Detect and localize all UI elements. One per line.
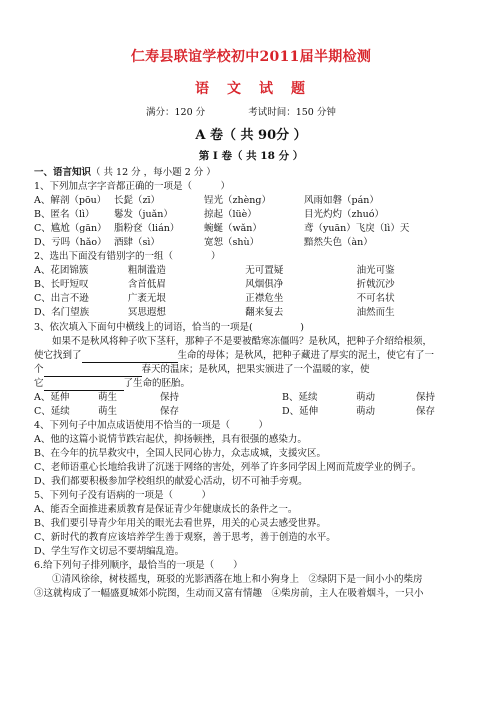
q3-blank-1 xyxy=(82,352,178,363)
q4-option-a: A、他的这篇小说情节跌宕起伏，抑扬顿挫，具有很强的感染力。 xyxy=(34,433,307,445)
q5-option-a: A、能否全面推进素质教育是保证青少年健康成长的条件之一。 xyxy=(34,504,298,516)
exam-title: 仁寿县联谊学校初中2011届半期检测 xyxy=(130,49,372,65)
q1-a-1: A、解剖（pōu） xyxy=(34,195,107,207)
q1-c-1: C、尴尬（gān） xyxy=(34,223,107,235)
q2-option-d xyxy=(34,306,474,320)
q1-d-4: 黯然失色（àn） xyxy=(304,237,373,249)
q2-option-a xyxy=(34,264,474,278)
full-score: 满分：120 分 xyxy=(146,107,206,118)
q2-b-4: 折戟沉沙 xyxy=(356,279,395,291)
q3-a-1: A、延伸 xyxy=(34,391,70,403)
q1-c-4: 鸢（yuān）飞戾（lì）天 xyxy=(304,223,410,235)
q1-a-2: 长髭（zī） xyxy=(114,195,161,207)
q2-c-1: C、出言不逊 xyxy=(34,293,89,305)
exam-meta xyxy=(146,104,386,118)
q1-a-4: 风雨如磐（pán） xyxy=(304,195,379,207)
q3-passage-2 xyxy=(34,349,474,363)
q3-p3b: 春天的温床；是秋风，把果实颁进了一个温暖的家，使 xyxy=(141,363,370,375)
q3-p4a: 它 xyxy=(34,377,44,389)
q2-c-3: 正襟危坐 xyxy=(245,293,284,305)
q4-option-c: C、老师语重心长地给我讲了沉迷于网络的害处，列举了许多同学因上网而荒废学业的例子。 xyxy=(34,461,422,473)
q1-option-c xyxy=(34,222,474,236)
q2-b-2: 含首低眉 xyxy=(127,279,166,291)
q2-a-3: 无可置疑 xyxy=(245,265,284,277)
q3-p3a: 个 xyxy=(34,363,44,375)
q5-option-d: D、学生写作文切忌不要胡编乱造。 xyxy=(34,546,185,558)
q3-c-2: 萌生 xyxy=(98,405,118,417)
q3-c-1: C、延续 xyxy=(34,405,70,417)
q1-b-3: 掠起（lüè） xyxy=(204,209,257,221)
q2-option-b xyxy=(34,278,474,292)
q3-options-ab xyxy=(34,391,474,405)
q3-a-3: 保持 xyxy=(160,391,180,403)
q2-d-1: D、名门望族 xyxy=(34,307,90,319)
q4-option-b: B、在今年的抗旱救灾中，全国人民同心协力，众志成城，支援灾区。 xyxy=(34,447,326,459)
q5-option-b: B、我们要引导青少年用关的眼光去看世界，用关的心灵去感受世界。 xyxy=(34,518,326,530)
q1-b-2: 鬈发（juǎn） xyxy=(114,209,173,221)
q1-option-a xyxy=(34,194,474,208)
q1-option-b xyxy=(34,208,474,222)
q6-line-2: ③这就构成了一幅盛夏城郊小院图，生动而又富有情趣 ④柴房前，主人在吸着烟斗，一只小 xyxy=(34,588,424,600)
q3-d-1: D、延伸 xyxy=(282,405,319,417)
exam-subtitle: 语 文 试 题 xyxy=(195,81,307,97)
q2-a-1: A、花团锦簇 xyxy=(34,265,89,277)
q3-passage-4 xyxy=(34,377,474,391)
q6-stem: 6.给下列句子排列顺序，最恰当的一项是（ ） xyxy=(34,560,243,572)
q5-option-c: C、新时代的教育应该培养学生善于观察，善于思考，善于创造的水平。 xyxy=(34,532,336,544)
section-1-heading xyxy=(34,166,474,180)
q2-c-4: 不可名状 xyxy=(356,293,395,305)
q3-blank-2 xyxy=(44,366,142,377)
q2-b-3: 风烟俱净 xyxy=(245,279,284,291)
q1-c-3: 蜿蜒（wǎn） xyxy=(204,223,262,235)
section-a-heading: A 卷（ 共 90分 ） xyxy=(195,128,307,143)
q3-blank-3 xyxy=(44,380,124,391)
q3-passage-1: 如果不是秋风将种子吹下茎秆，那种子不是要被酷寒冻僵吗？是秋风，把种子介绍给根须， xyxy=(52,335,433,347)
q2-option-c xyxy=(34,292,474,306)
q3-c-3: 保存 xyxy=(160,405,180,417)
q4-stem: 4、下列句子中加点成语使用不恰当的一项是（ ） xyxy=(34,419,269,431)
q3-b-3: 保持 xyxy=(416,391,436,403)
q2-d-3: 翻来复去 xyxy=(245,307,284,319)
exam-time: 考试时间：150 分钟 xyxy=(248,107,336,118)
q2-a-2: 粗制滥造 xyxy=(127,265,166,277)
section-1-note: （ 共 12 分 ，每小题 2 分 ） xyxy=(91,167,216,178)
q3-p2a: 使它找到了 xyxy=(34,349,82,361)
q3-d-3: 保存 xyxy=(416,405,436,417)
q6-line-1: ①清风徐徐，树枝摇曳，斑驳的光影洒落在地上和小狗身上 ②绿阴下是一间小小的柴房 xyxy=(52,574,423,586)
q2-a-4: 油光可鉴 xyxy=(356,265,395,277)
q3-a-2: 萌生 xyxy=(98,391,118,403)
q1-a-3: 锃光（zhèng） xyxy=(204,195,271,207)
q2-d-4: 油然而生 xyxy=(356,307,395,319)
q2-stem: 2、选出下面没有错别字的一组（ ） xyxy=(34,251,221,263)
q1-option-d xyxy=(34,236,474,250)
questions-body xyxy=(34,166,474,601)
q1-d-1: D、亏吗（hǎo） xyxy=(34,237,107,249)
part-1-heading: 第 I 卷（ 共 18 分 ） xyxy=(198,150,304,162)
q1-d-2: 酒肆（sì） xyxy=(114,237,160,249)
q2-b-1: B、长吁短叹 xyxy=(34,279,89,291)
q1-b-1: B、匿名（lì） xyxy=(34,209,95,221)
q2-d-2: 冥思遐想 xyxy=(127,307,166,319)
section-1-title: 一、语言知识 xyxy=(34,167,92,178)
q1-stem: 1、下列加点字字音都正确的一项是（ ） xyxy=(34,181,231,193)
q3-options-cd xyxy=(34,405,474,419)
q1-d-3: 宽恕（shù） xyxy=(204,237,260,249)
q3-passage-3 xyxy=(34,363,474,377)
q4-option-d: D、我们都要积极参加学校组织的献爱心活动，切不可袖手旁观。 xyxy=(34,476,308,488)
q2-c-2: 广袤无垠 xyxy=(127,293,166,305)
q5-stem: 5、下列句子没有语病的一项是（ ） xyxy=(34,490,212,502)
q3-d-2: 萌动 xyxy=(356,405,376,417)
q3-b-2: 萌动 xyxy=(356,391,376,403)
q3-p4b: 了生命的胚胎。 xyxy=(123,377,191,389)
q3-stem: 3、依次填入下面句中横线上的词语，恰当的一项是( ) xyxy=(34,321,304,333)
q1-c-2: 脂粉奁（lián） xyxy=(114,223,180,235)
q3-b-1: B、延续 xyxy=(282,391,318,403)
q1-b-4: 目光灼灼（zhuó） xyxy=(304,209,384,221)
q3-p2b: 生命的母体；是秋风，把种子藏进了厚实的泥土，使它有了一 xyxy=(177,349,435,361)
